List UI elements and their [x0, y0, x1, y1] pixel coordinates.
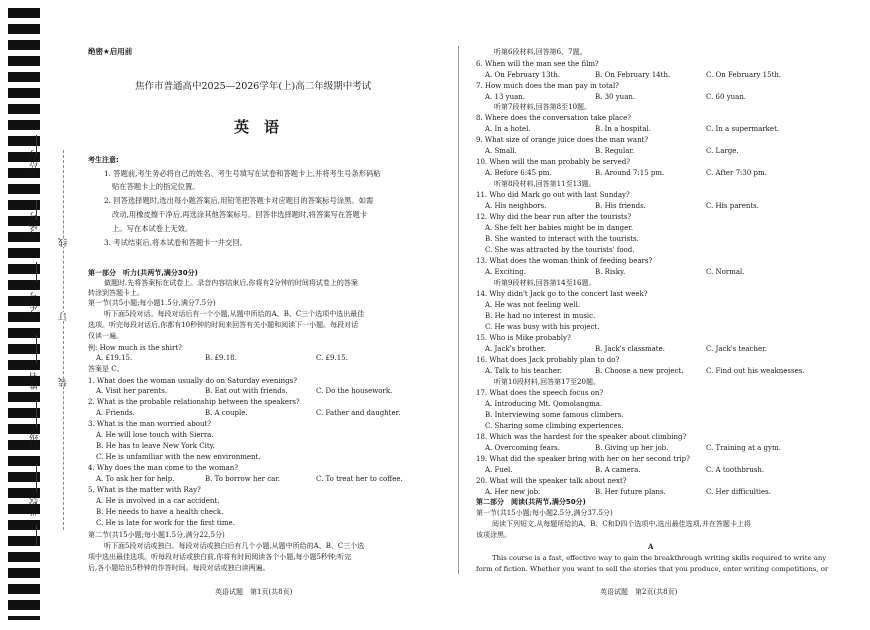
question: 1. What does the woman usually do on Saturday evenings? — [88, 377, 298, 385]
part1-intro: 做题时,先将答案标在试卷上。录音内容结束后,你将有2分钟的时间将试卷上的答案 — [104, 279, 358, 287]
option: B. 30 yuan. — [595, 93, 636, 101]
option: B. On February 14th. — [595, 71, 671, 79]
option: A. 13 yuan. — [485, 93, 526, 101]
passage-label: A — [648, 542, 654, 551]
section2-intro: 项中选出最佳选项。听每段对话或独白前,你将有时间阅读各个小题,每小题5秒钟;听完 — [88, 553, 352, 561]
option: C. A toothbrush. — [706, 466, 765, 474]
option: B. A couple. — [205, 409, 248, 417]
option: A. Friends. — [96, 409, 135, 417]
option: A. He is involved in a car accident. — [96, 497, 220, 505]
school-label: 学校 — [30, 498, 40, 516]
part2-section1-title: 第一节(共15小题;每小题2.5分,满分37.5分) — [476, 509, 613, 517]
option: A. He will lose touch with Sierra. — [96, 431, 214, 439]
cut-line — [63, 150, 64, 530]
question: 4. Why does the man come to the woman? — [88, 464, 239, 472]
option: B. Eat out with friends. — [205, 387, 288, 395]
option: B. She wanted to interact with the tourists. — [485, 235, 639, 243]
option: C. Training at a gym. — [706, 444, 781, 452]
cut-mark-bind: 订 — [59, 312, 69, 321]
page-divider — [458, 46, 459, 574]
option: B. In a hospital. — [595, 125, 651, 133]
subject-title: 英 语 — [234, 118, 280, 136]
option: B. He had no interest in music. — [485, 312, 596, 320]
option: A. Talk to his teacher. — [485, 367, 562, 375]
question: 9. What size of orange juice does the man want? — [476, 136, 649, 144]
option: C. Normal. — [706, 268, 745, 276]
question: 6. When will the man see the film? — [476, 60, 599, 68]
question: 15. Who is Mike probably? — [476, 334, 571, 342]
option: A. Before 6:45 pm. — [485, 169, 552, 177]
question: 2. What is the probable relationship between the speakers? — [88, 398, 300, 406]
question: 5. What is the matter with Ray? — [88, 486, 201, 494]
option: C. Large. — [706, 147, 739, 155]
option: C. He is late for work for the first time. — [96, 519, 235, 527]
section2-intro: 后,各小题给出5秒钟的作答时间。每段对话或独白读两遍。 — [88, 564, 270, 572]
material-note: 听第8段材料,回答第11至13题。 — [494, 180, 596, 188]
option: A. Jack's brother. — [485, 345, 546, 353]
option: A. Small. — [485, 147, 517, 155]
part2-intro: 该项涂黑。 — [476, 531, 511, 539]
question: 3. What is the man worried about? — [88, 420, 212, 428]
option: A. In a hotel. — [485, 125, 531, 133]
option: C. She was attracted by the tourists' food. — [485, 246, 635, 254]
option: A. £19.15. — [96, 354, 133, 362]
option: C. His parents. — [706, 202, 759, 210]
seat-number-label: 座位号 — [30, 150, 40, 177]
option: B. Risky. — [595, 268, 626, 276]
question: 8. Where does the conversation take place? — [476, 114, 631, 122]
exam-title: 焦作市普通高中2025—2026学年(上)高二年级期中考试 — [135, 81, 372, 92]
question: 16. What does Jack probably plan to do? — [476, 356, 620, 364]
option: C. On February 15th. — [706, 71, 782, 79]
option: C. Father and daughter. — [316, 409, 401, 417]
option: C. In a supermarket. — [706, 125, 780, 133]
option: B. He needs to have a health check. — [96, 508, 224, 516]
question: 7. How much does the man pay in total? — [476, 82, 619, 90]
question: 12. Why did the bear run after the tourists? — [476, 213, 632, 221]
option: C. He was busy with his project. — [485, 323, 600, 331]
notice-line: 上。写在本试卷上无效。 — [112, 224, 193, 233]
option: C. After 7:30 pm. — [706, 169, 767, 177]
page-footer: 英语试题 第2页(共8页) — [600, 588, 678, 596]
material-note: 听第6段材料,回答第6、7题。 — [494, 48, 587, 56]
secret-label: 绝密★启用前 — [88, 47, 133, 56]
material-note: 听第9段材料,回答第14至16题。 — [494, 279, 596, 287]
option: C. He is unfamiliar with the new environment. — [96, 453, 261, 461]
section2-title: 第二节(共15小题;每小题1.5分,满分22.5分) — [88, 531, 225, 539]
section2-intro: 听下面5段对话或独白。每段对话或独白后有几个小题,从题中所给的A、B、C三个选 — [104, 542, 365, 550]
class-label: 班级 — [30, 432, 40, 450]
option: A. To ask her for help. — [96, 475, 175, 483]
part1-intro: 转涂到答题卡上。 — [88, 289, 144, 297]
option: B. Around 7:15 pm. — [595, 169, 665, 177]
question: 10. When will the man probably be served? — [476, 158, 630, 166]
question: 19. What did the speaker bring with her on her second trip? — [476, 455, 690, 463]
option: B. His friends. — [595, 202, 646, 210]
candidate-number-label: 考生号 — [30, 292, 40, 319]
option: B. Jack's classmate. — [595, 345, 665, 353]
material-note: 听第10段材料,回答第17至20题。 — [494, 378, 600, 386]
option: A. Introducing Mt. Qomolangma. — [485, 400, 603, 408]
material-note: 听第7段材料,回答第8至10题。 — [494, 103, 592, 111]
example-question: 例: How much is the shirt? — [88, 344, 182, 352]
option: A. She felt her babies might be in danger. — [485, 224, 634, 232]
notice-line: 3. 考试结束后,将本试卷和答题卡一并交回。 — [104, 238, 247, 247]
option: B. To borrow her car. — [205, 475, 281, 483]
option: A. Visit her parents. — [96, 387, 168, 395]
option: B. Choose a new project. — [595, 367, 684, 375]
part1-title: 第一部分 听力(共两节,满分30分) — [88, 269, 198, 277]
exam-room-label: 考场号 — [30, 212, 40, 239]
option: B. Giving up her job. — [595, 444, 669, 452]
cut-mark-line: 线 — [59, 238, 69, 247]
name-label: 姓名 — [30, 372, 40, 390]
passage-line: This course is a fast, effective way to gain the breakthrough writing skills required to write any — [492, 554, 827, 562]
part2-intro: 阅读下列短文,从每题所给的A、B、C和D四个选项中,选出最佳选项,并在答题卡上将 — [492, 520, 751, 528]
section1-title: 第一节(共5小题;每小题1.5分,满分7.5分) — [88, 299, 216, 307]
option: A. Overcoming fears. — [485, 444, 560, 452]
section1-intro: 选项。听完每段对话后,你都有10秒钟的时间来回答有关小题和阅读下一小题。每段对话 — [88, 321, 359, 329]
option: C. Do the housework. — [316, 387, 393, 395]
option: A. Exciting. — [485, 268, 526, 276]
notice-line: 1. 答题前,考生务必将自己的姓名、考生号填写在试卷和答题卡上,并将考生号条形码粘 — [104, 169, 381, 178]
section1-intro: 仅读一遍。 — [88, 332, 123, 340]
question: 17. What does the speech focus on? — [476, 389, 604, 397]
option: A. Fuel. — [485, 466, 513, 474]
option: B. Regular. — [595, 147, 635, 155]
notice-line: 2. 回答选择题时,选出每小题答案后,用铅笔把答题卡对应题目的答案标号涂黑。如需 — [104, 196, 374, 205]
option: A. He was not feeling well. — [485, 301, 581, 309]
part2-title: 第二部分 阅读(共两节,满分50分) — [476, 498, 586, 506]
question: 13. What does the woman think of feeding bears? — [476, 257, 653, 265]
option: C. Her difficulties. — [706, 488, 771, 496]
section1-intro: 听下面5段对话。每段对话后有一个小题,从题中所给的A、B、C三个选项中选出最佳 — [104, 310, 365, 318]
option: A. On February 13th. — [485, 71, 561, 79]
cut-mark-install: 装 — [59, 378, 69, 387]
option: B. A camera. — [595, 466, 641, 474]
question: 18. Which was the hardest for the speaker about climbing? — [476, 433, 687, 441]
page-footer: 英语试题 第1页(共8页) — [215, 588, 293, 596]
option: A. Her new job. — [485, 488, 541, 496]
option: C. £9.15. — [316, 354, 348, 362]
notice-line: 改动,用橡皮擦干净后,再选涂其他答案标号。回答非选择题时,将答案写在答题卡 — [112, 210, 368, 219]
notice-title: 考生注意: — [88, 156, 119, 164]
option: A. His neighbors. — [485, 202, 547, 210]
option: B. Interviewing some famous climbers. — [485, 411, 624, 419]
example-answer: 答案是 C。 — [88, 365, 124, 373]
option: C. Find out his weaknesses. — [706, 367, 805, 375]
notice-line: 贴在答题卡上的指定位置。 — [112, 182, 200, 191]
option: B. Her future plans. — [595, 488, 666, 496]
option: C. Jack's teacher. — [706, 345, 767, 353]
question: 11. Who did Mark go out with last Sunday? — [476, 191, 630, 199]
question: 20. What will the speaker talk about next? — [476, 477, 627, 485]
passage-line: form of fiction. Whether you want to sell the stories that you produce, enter writing competitions, or — [476, 565, 829, 573]
question: 14. Why didn't Jack go to the concert last week? — [476, 290, 648, 298]
option: B. He has to leave New York City. — [96, 442, 215, 450]
option: C. 60 yuan. — [706, 93, 747, 101]
option: C. To treat her to coffee. — [316, 475, 403, 483]
option: C. Sharing some climbing experiences. — [485, 422, 624, 430]
option: B. £9.18. — [205, 354, 237, 362]
